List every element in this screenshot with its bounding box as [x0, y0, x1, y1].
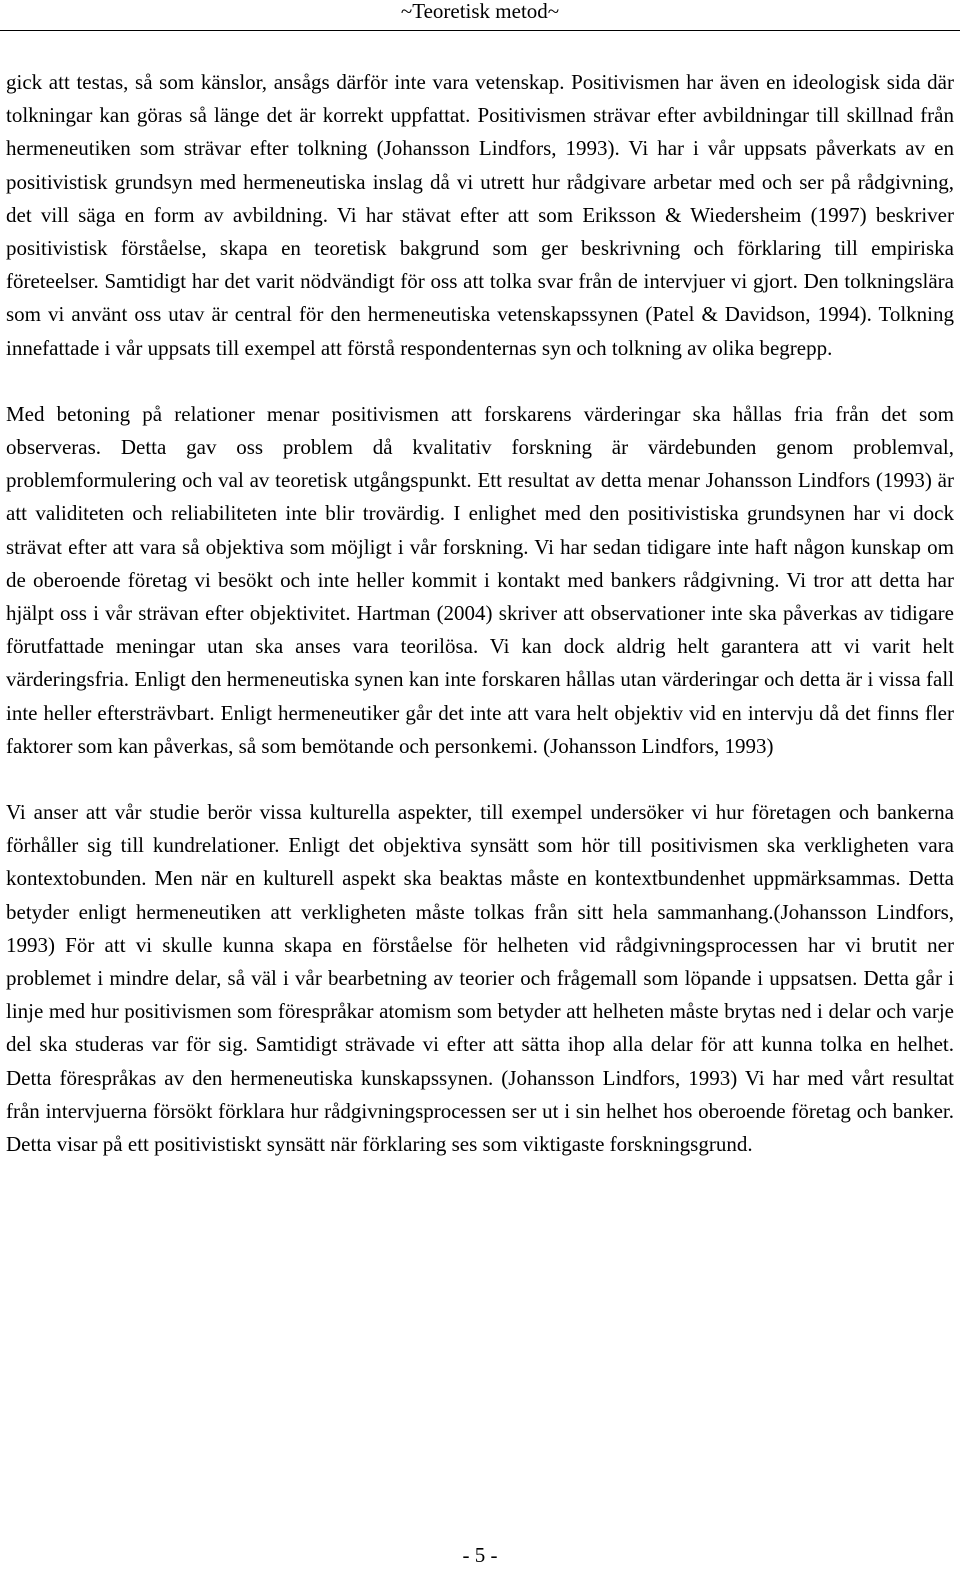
page-header	[0, 0, 960, 31]
paragraph: Vi anser att vår studie berör vissa kulturella aspekter, till exempel undersöker vi hur företagen och bankerna förhåller sig till kundrelationer. Enligt det objektiva synsätt som hör till positivismen ska verkligheten vara kontextobunden. Men när en kulturell aspekt ska beaktas måste en kontextbundenhet uppmärksammas. Detta betyder enligt hermeneutiken att verkligheten måste tolkas från sitt hela sammanhang.(Johansson Lindfors, 1993) För att vi skulle kunna skapa en förståelse för helheten vid rådgivningsprocessen har vi brutit ner problemet i mindre delar, så väl i vår bearbetning av teorier och frågemall som löpande i uppsatsen. Detta går i linje med hur positivismen som förespråkar atomism som betyder att helheten måste brytas ned i delar och varje del ska studeras var för sig. Samtidigt strävade vi efter att sätta ihop alla delar för att kunna tolka en helhet. Detta förespråkas av den hermeneutiska kunskapssynen. (Johansson Lindfors, 1993) Vi har med vårt resultat från intervjuerna försökt förklara hur rådgivningsprocessen ser ut i sin helhet hos oberoende företag och banker. Detta visar på ett positivistiskt synsätt när förklaring ses som viktigaste forskningsgrund.	[6, 800, 954, 1157]
header-title: ~Teoretisk metod~	[400, 0, 560, 23]
body-text	[6, 66, 954, 1194]
paragraph: Med betoning på relationer menar positivismen att forskarens värderingar ska hållas fria från det som observeras. Detta gav oss problem då kvalitativ forskning är värdebunden genom problemval, problemformulering och val av teoretisk utgångspunkt. Ett resultat av detta menar Johansson Lindfors (1993) är att validiteten och reliabiliteten inte blir trovärdig. I enlighet med den positivistiska grundsynen har vi dock strävat efter att vara så objektiva som möjligt i vår forskning. Vi har sedan tidigare inte haft någon kunskap om de oberoende företag vi besökt och inte heller kommit i kontakt med bankers rådgivning. Vi tror att detta har hjälpt oss i vår strävan efter objektivitet. Hartman (2004) skriver att observationer inte ska påverkas av tidigare förutfattade meningar utan ska anses vara teorilösa. Vi kan dock aldrig helt garantera att vi varit helt värderingsfria. Enligt den hermeneutiska synen kan inte forskaren hållas utan värderingar och detta är i vissa fall inte heller eftersträvbart. Enligt hermeneutiker går det inte att vara helt objektiv vid en intervju då det finns fler faktorer som kan påverkas, så som bemötande och personkemi. (Johansson Lindfors, 1993)	[6, 401, 954, 758]
paragraph: gick att testas, så som känslor, ansågs därför inte vara vetenskap. Positivismen har även en ideologisk sida där tolkningar kan göras så länge det är korrekt uppfattat. Positivismen strävar efter avbildningar till skillnad från hermeneutiken som strävar efter tolkning (Johansson Lindfors, 1993). Vi har i vår uppsats påverkats av en positivistisk grundsyn med hermeneutiska inslag då vi utrett hur rådgivare arbetar med och ser på rådgivning, det vill säga en form av avbildning. Vi har stävat efter att som Eriksson & Wiedersheim (1997) beskriver positivistisk förståelse, skapa en teoretisk bakgrund som ger beskrivning och förklaring till empiriska företeelser. Samtidigt har det varit nödvändigt för oss att tolka svar från de intervjuer vi gjort. Den tolkningslära som vi använt oss utav är central för den hermeneutiska vetenskapssynen (Patel & Davidson, 1994). Tolkning innefattade i vår uppsats till exempel att förstå respondenternas syn och tolkning av olika begrepp.	[6, 70, 954, 360]
page-number: - 5 -	[462, 1543, 498, 1567]
